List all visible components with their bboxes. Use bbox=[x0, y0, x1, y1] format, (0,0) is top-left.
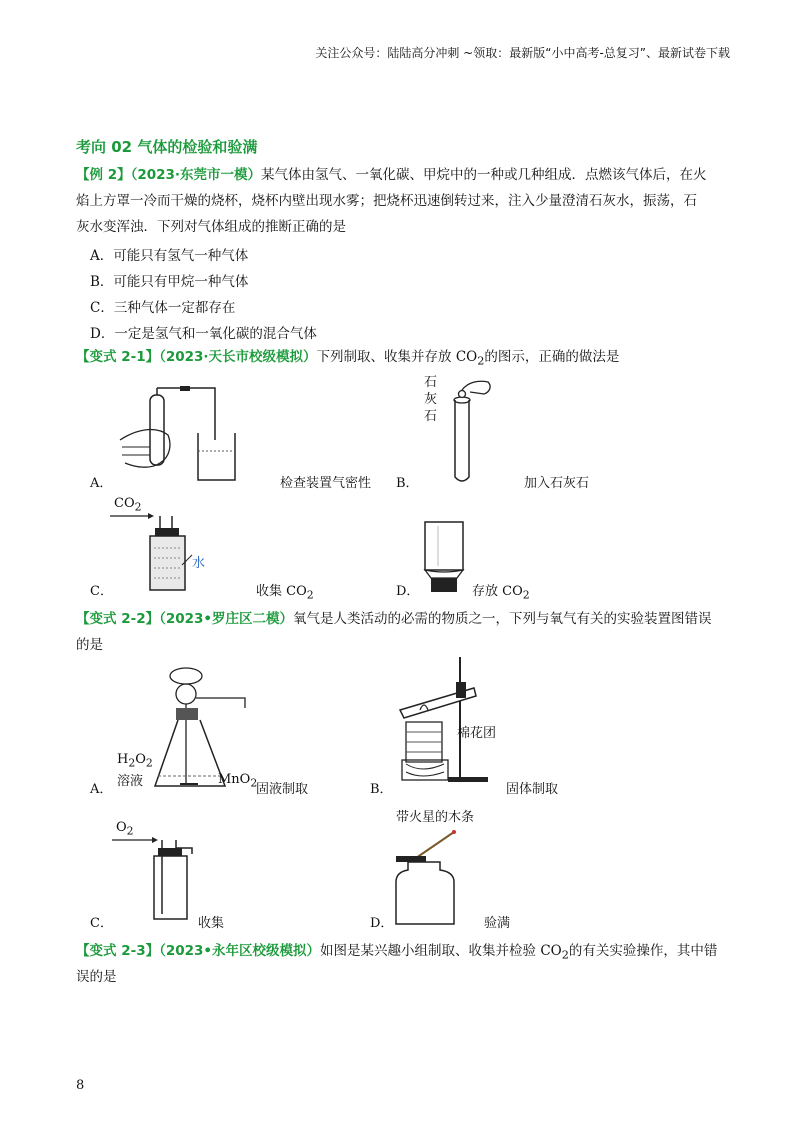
example-2-line-1 bbox=[76, 162, 726, 188]
variant-2-1-source: （2023·天长市校级模拟） bbox=[159, 349, 317, 365]
variant-2-2-a-label: A． bbox=[90, 782, 113, 797]
h2o2-sub: 2 bbox=[128, 756, 136, 770]
variant-2-2-a-caption: 固液制取 bbox=[256, 782, 309, 797]
page-header: 关注公众号：陆陆高分冲刺 ~领取：最新版“小中高考-总复习”、最新试卷下载 bbox=[315, 46, 730, 60]
variant-2-1-stem-end: 的图示，正确的做法是 bbox=[484, 349, 620, 365]
d-caption-text: 存放 CO bbox=[472, 584, 523, 599]
variant-2-1-stem-sub: 2 bbox=[477, 354, 485, 368]
variant-2-1-stem bbox=[76, 344, 726, 375]
variant-2-2-source: （2023•罗庄区二模） bbox=[159, 611, 294, 627]
o2-text: O bbox=[116, 820, 127, 835]
example-2-option-a: A．可能只有氢气一种气体 bbox=[90, 248, 249, 264]
example-2-text-1: 某气体由氢气、一氧化碳、甲烷中的一种或几种组成．点燃该气体后，在火 bbox=[261, 167, 707, 183]
figure-2-1-c-water-label: 水 bbox=[192, 556, 206, 571]
variant-2-2-stem-1 bbox=[76, 606, 726, 632]
variant-2-2-tag: 【变式 2-2】 bbox=[76, 611, 160, 627]
variant-2-1-c-label: C． bbox=[90, 584, 113, 599]
section-title: 考向 02 气体的检验和验满 bbox=[76, 138, 258, 156]
figure-2-1-b-test-tube bbox=[440, 372, 500, 487]
variant-2-3-stem-2: 误的是 bbox=[76, 969, 117, 985]
variant-2-2-b-caption: 固体制取 bbox=[506, 782, 559, 797]
figure-2-2-c-gas-bottle bbox=[112, 834, 212, 924]
figure-2-2-d-bottle-splint bbox=[396, 826, 486, 926]
mno2-sub: 2 bbox=[250, 776, 258, 790]
co2-sub: 2 bbox=[134, 500, 142, 514]
limestone-char-1: 石 bbox=[424, 375, 438, 390]
page-number: 8 bbox=[76, 1078, 85, 1093]
variant-2-1-c-caption bbox=[256, 580, 314, 602]
figure-2-1-a-airtightness bbox=[110, 385, 250, 490]
variant-2-1-b-caption: 加入石灰石 bbox=[524, 476, 590, 491]
variant-2-1-a-caption: 检查装置气密性 bbox=[280, 476, 372, 491]
variant-2-1-a-label: A． bbox=[90, 476, 113, 491]
c-caption-text: 收集 CO bbox=[256, 584, 307, 599]
variant-2-1-stem-text: 下列制取、收集并存放 CO bbox=[316, 349, 478, 365]
example-2-option-c: C．三种气体一定都存在 bbox=[90, 300, 236, 316]
figure-2-2-b-cotton-label: 棉花团 bbox=[457, 726, 497, 741]
d-caption-sub: 2 bbox=[522, 588, 530, 602]
example-2-option-d: D．一定是氢气和一氧化碳的混合气体 bbox=[90, 326, 317, 342]
figure-2-1-c-gas-bottle bbox=[110, 510, 210, 590]
figure-2-1-b-limestone-text bbox=[424, 374, 438, 425]
variant-2-3-stem-text: 如图是某兴趣小组制取、收集并检验 CO bbox=[320, 943, 562, 959]
variant-2-2-stem-2: 的是 bbox=[76, 637, 103, 653]
limestone-char-3: 石 bbox=[424, 409, 438, 424]
example-2-text-2: 焰上方罩一冷而干燥的烧杯，烧杯内壁出现水雾；把烧杯迅速倒转过来，注入少量澄清石灰水，振荡，石 bbox=[76, 193, 697, 209]
variant-2-3-source: （2023•永年区校级模拟） bbox=[159, 943, 321, 959]
c-caption-sub: 2 bbox=[306, 588, 314, 602]
figure-2-2-a-mno2-label bbox=[218, 772, 257, 790]
example-2-option-b: B．可能只有甲烷一种气体 bbox=[90, 274, 249, 290]
variant-2-2-c-label: C． bbox=[90, 916, 113, 931]
limestone-char-2: 灰 bbox=[424, 392, 438, 407]
variant-2-2-b-label: B． bbox=[370, 782, 393, 797]
h2o2-sub2: 2 bbox=[145, 756, 153, 770]
variant-2-3-tag: 【变式 2-3】 bbox=[76, 943, 160, 959]
figure-2-2-a-solution-label: 溶液 bbox=[117, 774, 144, 789]
example-2-text-3: 灰水变浑浊．下列对气体组成的推断正确的是 bbox=[76, 219, 346, 235]
variant-2-2-d-label: D． bbox=[370, 916, 394, 931]
example-2-source: （2023·东莞市一模） bbox=[130, 167, 262, 183]
mno2-text: MnO bbox=[218, 772, 251, 787]
figure-2-1-d-inverted-bottle bbox=[420, 520, 470, 595]
variant-2-2-stem-text: 氧气是人类活动的必需的物质之一，下列与氧气有关的实验装置图错误 bbox=[293, 611, 712, 627]
example-2-tag: 【例 2】 bbox=[76, 167, 131, 183]
variant-2-1-b-label: B． bbox=[396, 476, 419, 491]
figure-2-2-b-heating-setup bbox=[392, 652, 502, 787]
co2-text: CO bbox=[114, 496, 135, 511]
variant-2-1-d-label: D． bbox=[396, 584, 420, 599]
variant-2-1-d-caption bbox=[472, 580, 530, 602]
variant-2-2-c-caption: 收集 bbox=[198, 916, 225, 931]
figure-2-2-a-h2o2-label bbox=[117, 752, 153, 770]
h2o2-o: O bbox=[135, 752, 146, 767]
figure-2-2-d-splint-label: 带火星的木条 bbox=[396, 810, 475, 825]
variant-2-3-stem-end: 的有关实验操作，其中错 bbox=[568, 943, 718, 959]
variant-2-2-d-caption: 验满 bbox=[484, 916, 511, 931]
o2-sub: 2 bbox=[126, 824, 134, 838]
h2o2-h: H bbox=[117, 752, 129, 767]
variant-2-1-tag: 【变式 2-1】 bbox=[76, 349, 160, 365]
variant-2-3-stem-sub: 2 bbox=[561, 948, 569, 962]
